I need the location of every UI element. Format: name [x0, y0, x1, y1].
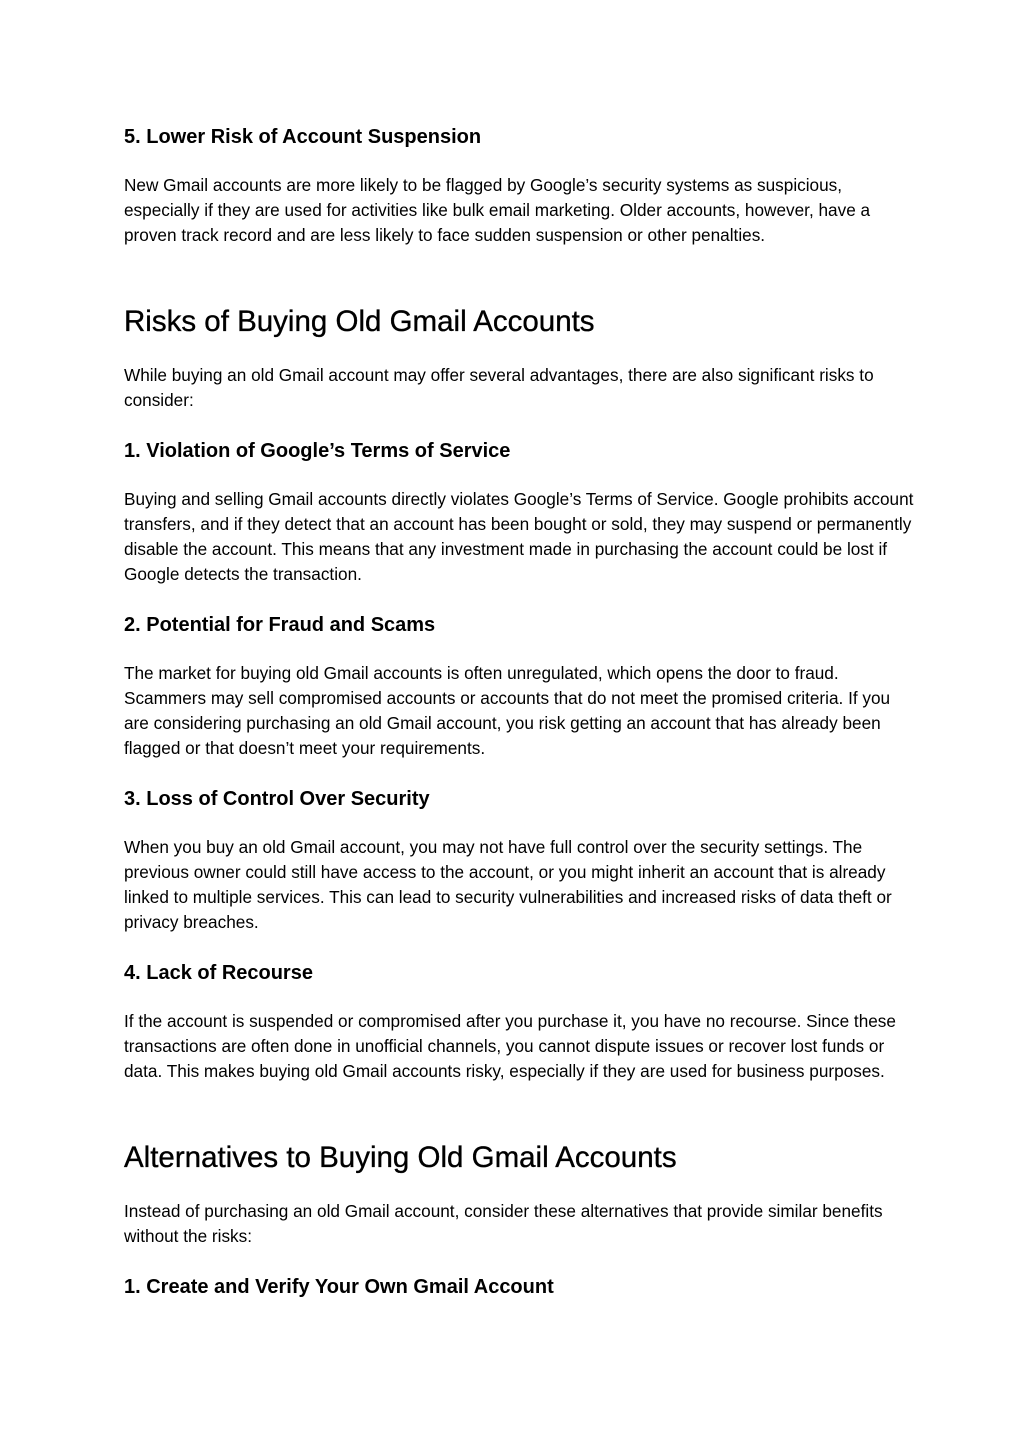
heading-lower-risk-of-account-suspension: 5. Lower Risk of Account Suspension [124, 126, 482, 148]
heading-lack-of-recourse: 4. Lack of Recourse [124, 962, 313, 984]
heading-alternatives-to-buying: Alternatives to Buying Old Gmail Accounts [124, 1141, 677, 1174]
paragraph-alternatives-intro: Instead of purchasing an old Gmail account, consider these alternatives that provide similar benefits without the risks: [124, 1201, 883, 1246]
paragraph-violation-of-terms: Buying and selling Gmail accounts directly violates Google’s Terms of Service. Google prohibits account transfers, and if they detect that an account has been bought or sold, they may suspend or permanently disable the account. This means that any investment made in purchasing the account could be lost if Google detects the transaction. [124, 489, 914, 584]
heading-loss-of-control: 3. Loss of Control Over Security [124, 788, 430, 810]
heading-violation-of-terms: 1. Violation of Google’s Terms of Service [124, 440, 511, 462]
paragraph-lack-of-recourse: If the account is suspended or compromised after you purchase it, you have no recourse. Since these transactions are often done in unofficial channels, you cannot dispute issues or recover lost funds or data. This makes buying old Gmail accounts risky, especially if they are used for business purposes. [124, 1011, 896, 1081]
heading-risks-of-buying-old-gmail-accounts: Risks of Buying Old Gmail Accounts [124, 305, 595, 338]
paragraph-fraud-and-scams: The market for buying old Gmail accounts is often unregulated, which opens the door to fraud. Scammers may sell compromised accounts or accounts that do not meet the promised criteria. If you are considering purchasing an old Gmail account, you risk getting an account that has already been flagged or that doesn’t meet your requirements. [124, 663, 891, 758]
paragraph-loss-of-control: When you buy an old Gmail account, you may not have full control over the security settings. The previous owner could still have access to the account, or you might inherit an account that is already linked to multiple services. This can lead to security vulnerabilities and increased risks of data theft or privacy breaches. [124, 837, 892, 932]
heading-create-and-verify: 1. Create and Verify Your Own Gmail Account [124, 1276, 554, 1298]
paragraph-lower-risk: New Gmail accounts are more likely to be flagged by Google’s security systems as suspicious, especially if they are used for activities like bulk email marketing. Older accounts, however, have a proven track record and are less likely to face sudden suspension or other penalties. [124, 175, 871, 245]
paragraph-risks-intro: While buying an old Gmail account may offer several advantages, there are also significant risks to consider: [124, 365, 874, 410]
heading-fraud-and-scams: 2. Potential for Fraud and Scams [124, 614, 436, 636]
